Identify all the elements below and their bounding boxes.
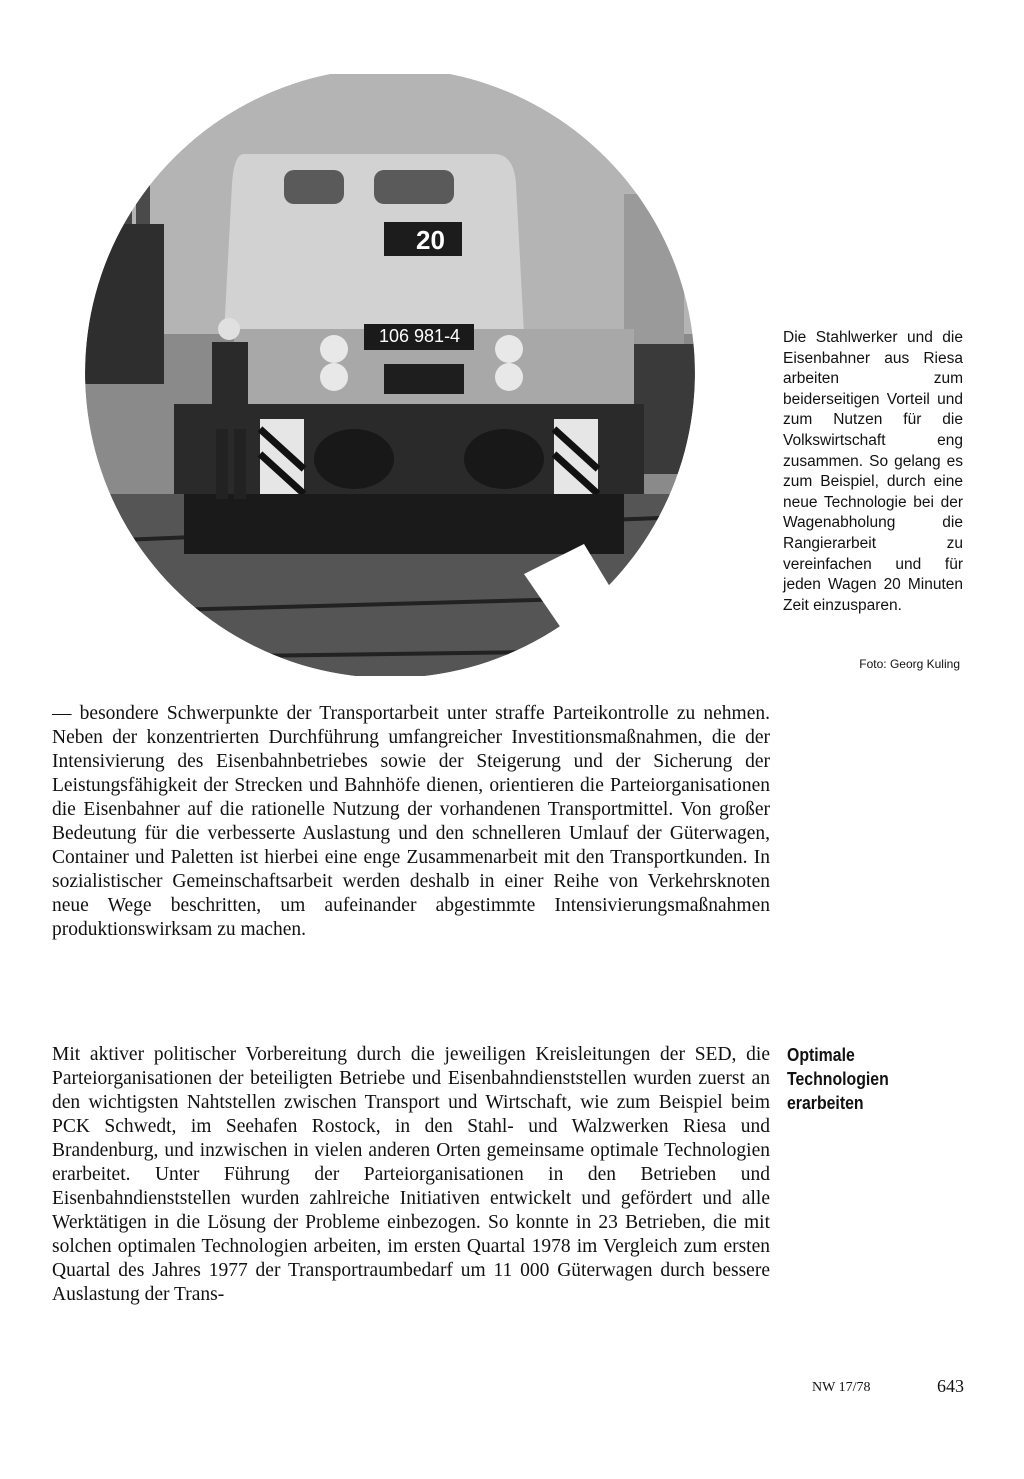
caption-text: Die Stahlwerker und die Eisenbahner aus Riesa arbeiten zum beiderseitigen Vorteil und zum Nutzen für die Volkswirtschaft eng zusammen. So gelang es zum Beispiel, durch eine neue Technologie bei der Wagenabholung die Rangierarbeit zu vereinfachen und für jeden Wagen 20 Minuten Zeit einzusparen.	[783, 329, 963, 614]
photo-credit: Foto: Georg Kuling	[859, 657, 960, 671]
loco-number: 106 981-4	[379, 326, 461, 346]
photo-caption	[783, 328, 963, 616]
issue-label: NW 17/78	[812, 1380, 871, 1395]
side-heading: Optimale Technologien erarbeiten	[787, 1045, 889, 1113]
paragraph-text: Mit aktiver politischer Vorbereitung durch die jeweiligen Kreisleitungen der SED, die Parteiorganisationen der beteiligten Betriebe und Eisenbahndienststellen wurden zuerst an den wichtigsten Nahtstellen zwischen Transport und Wirtschaft, wie zum Beispiel beim PCK Schwedt, im Seehafen Rostock, in den Stahl- und Walzwerken Riesa und Brandenburg, und inzwischen in vielen anderen Orten gemeinsame optimale Technologien erarbeitet. Unter Führung der Parteiorganisationen in den Betrieben und Eisenbahndienststellen wurden zahlreiche Initiativen entwickelt und gefördert und alle Werktätigen in die Lösung der Probleme einbezogen. So konnte in 23 Betrieben, die mit solchen optimalen Technologien arbeiten, im ersten Quartal 1978 im Vergleich zum ersten Quartal des Jahres 1977 der Transportraumbedarf um 11 000 Güterwagen durch bessere Auslastung der Trans-	[52, 1044, 770, 1305]
locomotive-photo	[24, 74, 756, 676]
loco-sign: 20	[416, 225, 445, 255]
article-paragraph-2	[52, 1043, 770, 1307]
article-paragraph-1	[52, 702, 770, 942]
paragraph-text: — besondere Schwerpunkte der Transportarbeit unter straffe Parteikontrolle zu nehmen. Neben der konzentrierten Durchführung umfangreicher Investitionsmaßnahmen, die der Intensivierung des Eisenbahnbetriebes sowie der Steigerung und der Sicherung der Leistungsfähigkeit der Strecken und Bahnhöfe dienen, orientieren die Parteiorganisationen die Eisenbahner auf die rationelle Nutzung der vorhandenen Transportmittel. Von großer Bedeutung für die verbesserte Auslastung und den schnelleren Umlauf der Güterwagen, Container und Paletten ist hierbei eine enge Zusammenarbeit mit den Transportkunden. In sozialistischer Gemeinschaftsarbeit werden deshalb in einer Reihe von Verkehrsknoten neue Wege beschritten, um aufeinander abgestimmte Intensivierungsmaßnahmen produktionswirksam zu machen.	[52, 703, 770, 940]
page-number: 643	[937, 1376, 964, 1396]
photo-illustration	[24, 74, 756, 676]
